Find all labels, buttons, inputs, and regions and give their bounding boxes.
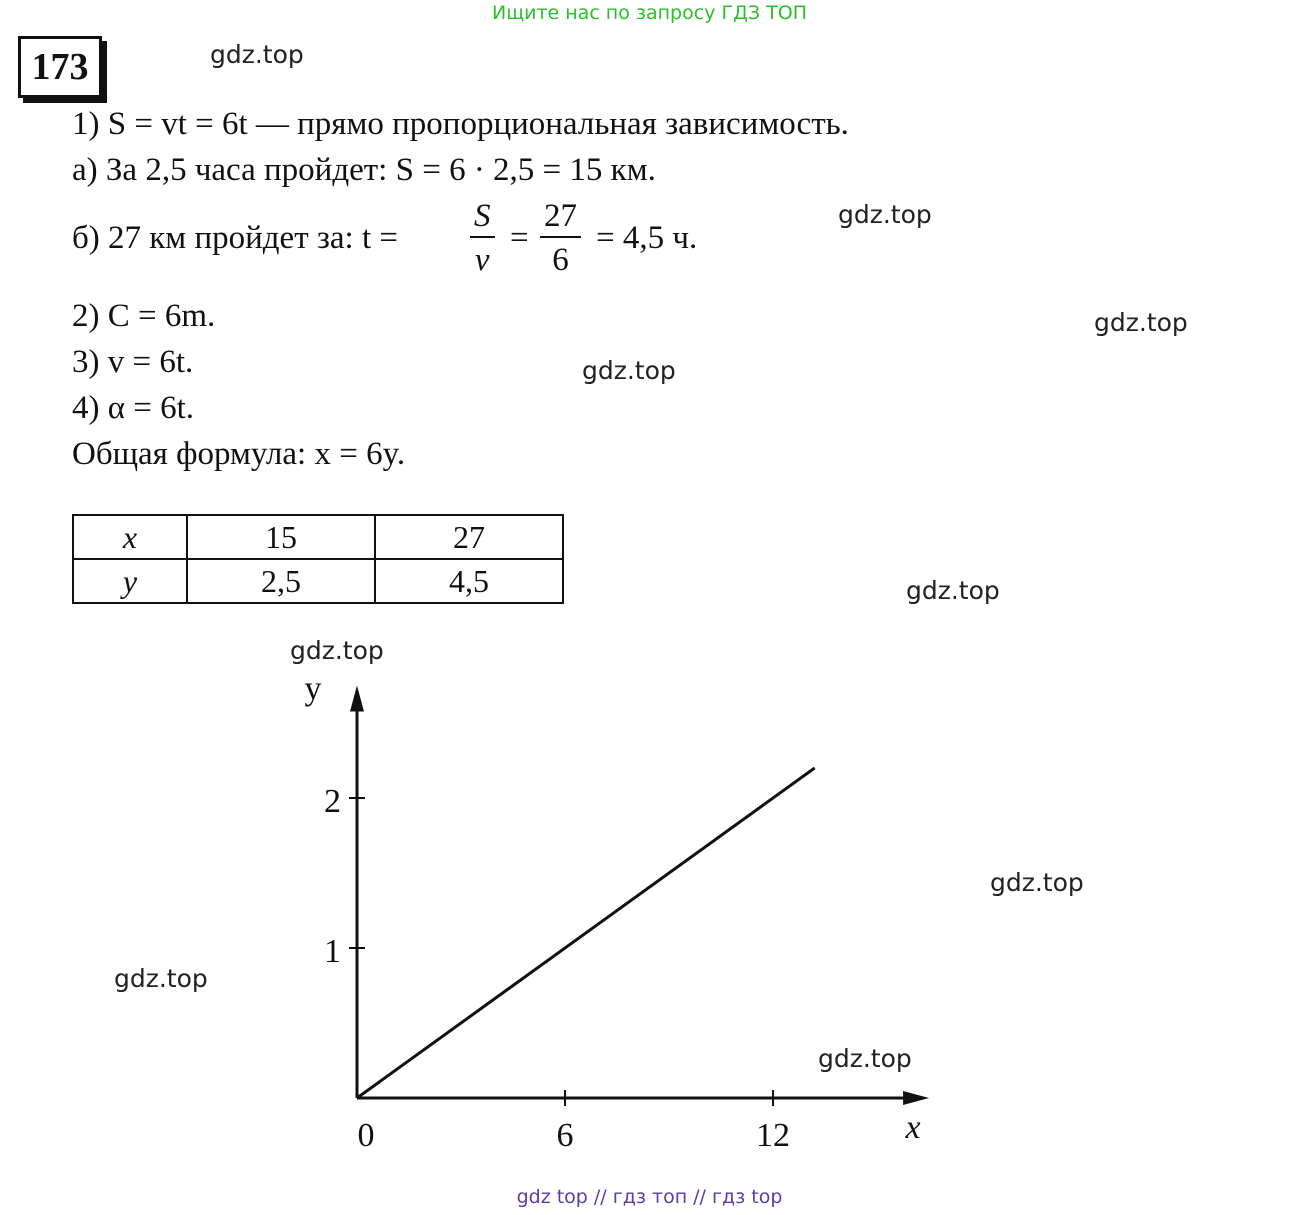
watermark: gdz.top (1094, 308, 1188, 337)
series-line (357, 768, 815, 1098)
watermark: gdz.top (838, 200, 932, 229)
watermark: gdz.top (906, 576, 1000, 605)
solution-line-7: Общая формула: x = 6y. (72, 436, 406, 472)
search-banner[interactable]: Ищите нас по запросу ГДЗ ТОП (492, 2, 807, 24)
problem-number: 173 (18, 36, 102, 98)
x-tick-label: 12 (756, 1117, 791, 1154)
equals-sign: = (510, 220, 529, 256)
table-cell: 2,5 (187, 559, 375, 603)
y-axis-arrow (350, 686, 364, 712)
watermark: gdz.top (210, 40, 304, 69)
fraction-denominator: 6 (552, 242, 569, 278)
table-cell: 27 (375, 515, 563, 559)
solution-line-1: 1) S = vt = 6t — прямо пропорциональная зависимость. (72, 106, 849, 142)
x-tick-label: 6 (556, 1117, 574, 1154)
solution-line-3-result: = 4,5 ч. (596, 220, 698, 256)
x-tick-label: 0 (357, 1117, 375, 1154)
footer-links[interactable]: gdz top // гдз топ // гдз top (516, 1186, 783, 1208)
y-tick-label: 2 (324, 783, 341, 820)
fraction-numerator: S (470, 196, 495, 238)
watermark: gdz.top (114, 964, 208, 993)
y-tick-label: 1 (324, 933, 341, 970)
solution-line-4: 2) C = 6m. (72, 298, 216, 334)
table-cell: 4,5 (375, 559, 563, 603)
fraction-denominator: v (474, 242, 490, 278)
solution-line-6: 4) α = 6t. (72, 390, 195, 426)
plot-area (305, 671, 930, 1155)
table-cell: 15 (187, 515, 375, 559)
watermark: gdz.top (290, 636, 384, 665)
solution-line-3-prefix: б) 27 км пройдет за: t = (72, 220, 399, 256)
solution-line-5: 3) v = 6t. (72, 344, 194, 380)
x-axis-label: x (905, 1109, 921, 1146)
watermark: gdz.top (990, 868, 1084, 897)
y-axis-label: y (304, 670, 322, 708)
table-header-cell: y (73, 559, 187, 603)
table-header-cell: x (73, 515, 187, 559)
fraction-numerator: 27 (540, 196, 581, 238)
solution-line-2: а) За 2,5 часа пройдет: S = 6 · 2,5 = 15 км. (72, 152, 656, 188)
x-axis-arrow (903, 1091, 929, 1105)
watermark: gdz.top (582, 356, 676, 385)
watermark: gdz.top (818, 1044, 912, 1073)
